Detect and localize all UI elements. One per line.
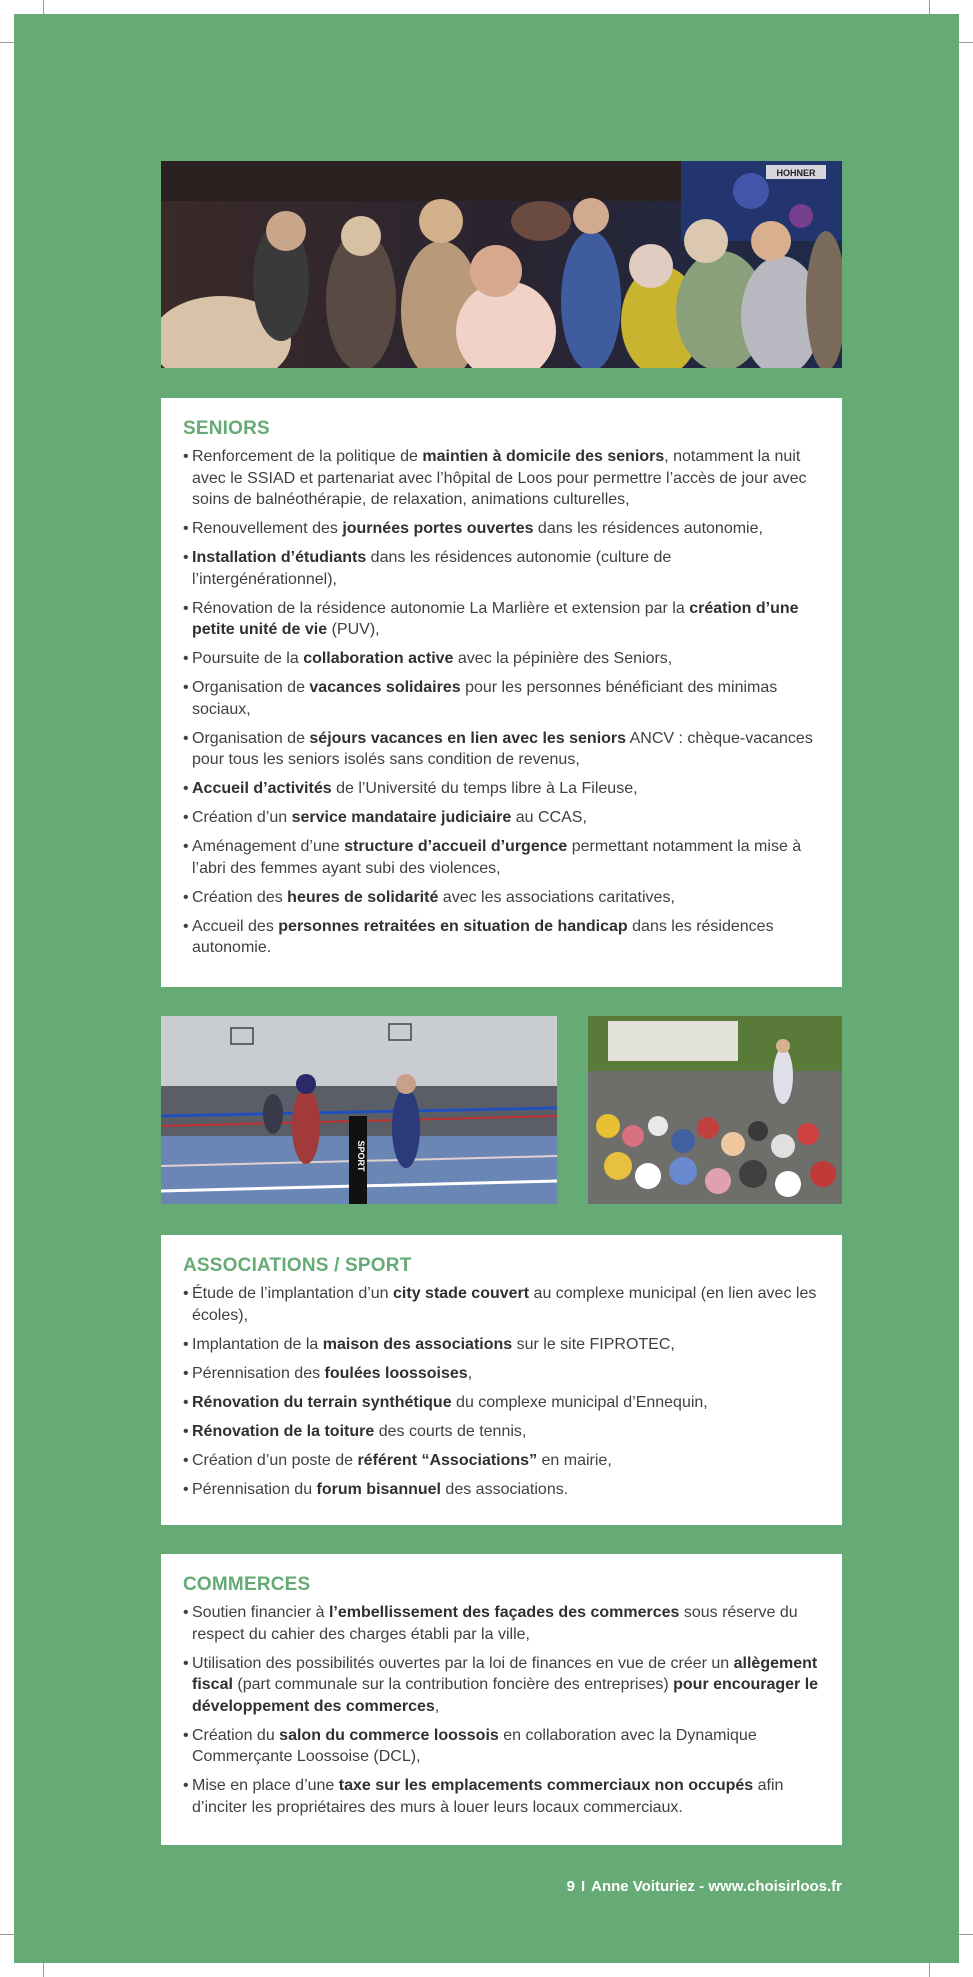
list-item: [183, 1363, 820, 1385]
item-text: en mairie,: [537, 1451, 612, 1469]
emphasis-text: Rénovation du terrain synthétique: [192, 1393, 452, 1411]
page-footer: [567, 1878, 842, 1895]
children-photo: [588, 1016, 842, 1204]
emphasis-text: journées portes ouvertes: [342, 520, 534, 537]
item-text: Utilisation des possibilités ouvertes par la loi de finances en vue de créer un: [192, 1654, 734, 1672]
associations-title: ASSOCIATIONS / SPORT: [183, 1255, 412, 1276]
associations-panel: [161, 1235, 842, 1525]
list-item: [183, 1775, 820, 1818]
item-text: Accueil des: [192, 917, 279, 935]
item-text: dans les résidences autonomie (culture de l’intergénérationnel),: [192, 549, 672, 588]
item-text: (part communale sur la contribution foncière des entreprises): [232, 1676, 674, 1693]
item-text: avec la pépinière des Seniors,: [453, 650, 673, 667]
item-text: de l’Université du temps libre à La Fileuse,: [331, 780, 638, 797]
list-item: [183, 1450, 820, 1472]
emphasis-text: création d’une petite unité de vie: [192, 599, 799, 638]
item-text: Étude de l’implantation d’un: [192, 1285, 394, 1302]
list-item: [183, 1479, 820, 1501]
footer-separator: I: [580, 1878, 586, 1895]
item-text: afin d’inciter les propriétaires des murs à louer leurs locaux commerciaux.: [192, 1777, 784, 1816]
emphasis-text: personnes retraitées en situation de handicap: [278, 917, 628, 935]
item-text: dans les résidences autonomie,: [533, 520, 763, 537]
list-item: [183, 1653, 820, 1718]
item-text: Création d’un poste de: [192, 1451, 358, 1469]
emphasis-text: heures de solidarité: [287, 888, 439, 906]
item-text: Rénovation de la résidence autonomie La Marlière et extension par la: [192, 599, 690, 617]
emphasis-text: allègement fiscal: [192, 1654, 818, 1693]
page-number: 9: [566, 1878, 575, 1895]
item-text: Renforcement de la politique de: [192, 448, 423, 465]
item-text: , notamment la nuit avec le SSIAD et partenariat avec l’hôpital de Loos pour permettre l’accès de jour avec soins de balnéothérapie, de relaxation, animations culturelles,: [192, 448, 807, 508]
item-text: Organisation de: [192, 729, 310, 747]
list-item: [183, 1602, 820, 1645]
list-item: [183, 728, 820, 771]
item-text: ,: [467, 1364, 473, 1382]
list-item: [183, 1421, 820, 1443]
list-item: [183, 778, 820, 800]
seniors-title: SENIORS: [183, 418, 270, 439]
item-text: Pérennisation des: [192, 1364, 325, 1382]
item-text: des courts de tennis,: [374, 1422, 527, 1440]
boxing-photo: [161, 1016, 557, 1204]
emphasis-text: maintien à domicile des seniors: [422, 448, 665, 465]
footer-author: Anne Voituriez -: [591, 1878, 709, 1895]
commerces-panel: [161, 1554, 842, 1845]
item-text: du complexe municipal d’Ennequin,: [451, 1393, 708, 1411]
emphasis-text: Accueil d’activités: [192, 780, 332, 797]
item-text: Organisation de: [192, 679, 310, 696]
item-text: sous réserve du respect du cahier des charges établi par la ville,: [192, 1604, 798, 1643]
sport-sign: SPORT: [356, 1140, 366, 1172]
list-item: [183, 1283, 820, 1326]
item-text: Pérennisation du: [192, 1480, 317, 1498]
item-text: (PUV),: [327, 621, 380, 638]
seniors-list: [183, 446, 820, 959]
hohner-sign: HOHNER: [776, 168, 816, 178]
emphasis-text: salon du commerce loossois: [279, 1726, 499, 1744]
emphasis-text: forum bisannuel: [316, 1480, 441, 1498]
emphasis-text: vacances solidaires: [309, 679, 461, 696]
footer-website-link[interactable]: www.choisirloos.fr: [708, 1878, 842, 1895]
item-text: au CCAS,: [511, 809, 587, 826]
emphasis-text: l’embellissement des façades des commerces: [328, 1604, 680, 1621]
list-item: [183, 677, 820, 720]
list-item: [183, 836, 820, 879]
item-text: Création du: [192, 1726, 280, 1744]
seniors-dance-photo: [161, 161, 842, 368]
item-text: sur le site FIPROTEC,: [512, 1335, 675, 1353]
emphasis-text: taxe sur les emplacements commerciaux non occupés: [338, 1777, 754, 1794]
associations-list: [183, 1283, 820, 1500]
item-text: Soutien financier à: [192, 1604, 329, 1621]
list-item: [183, 598, 820, 641]
item-text: pour les personnes bénéficiant des minimas sociaux,: [192, 679, 778, 718]
list-item: [183, 887, 820, 909]
list-item: [183, 1392, 820, 1414]
item-text: avec les associations caritatives,: [438, 888, 675, 906]
item-text: des associations.: [440, 1480, 569, 1498]
emphasis-text: service mandataire judiciaire: [291, 809, 512, 826]
emphasis-text: maison des associations: [322, 1335, 513, 1353]
commerces-list: [183, 1602, 820, 1818]
item-text: Implantation de la: [192, 1335, 323, 1353]
item-text: Poursuite de la: [192, 650, 304, 667]
item-text: ANCV : chèque-vacances pour tous les seniors isolés sans condition de revenus,: [192, 729, 813, 768]
item-text: Aménagement d’une: [192, 838, 345, 855]
item-text: en collaboration avec la Dynamique Commerçante Loossoise (DCL),: [192, 1726, 757, 1765]
emphasis-text: collaboration active: [303, 650, 454, 667]
list-item: [183, 648, 820, 670]
item-text: au complexe municipal (en lien avec les écoles),: [192, 1285, 817, 1324]
item-text: Renouvellement des: [192, 520, 343, 537]
seniors-panel: [161, 398, 842, 987]
item-text: permettant notamment la mise à l’abri des femmes ayant subi des violences,: [192, 838, 802, 877]
emphasis-text: foulées loossoises: [324, 1364, 468, 1382]
list-item: [183, 547, 820, 590]
list-item: [183, 518, 820, 540]
item-text: ,: [434, 1697, 440, 1715]
emphasis-text: Installation d’étudiants: [192, 549, 367, 566]
list-item: [183, 916, 820, 959]
list-item: [183, 1334, 820, 1356]
emphasis-text: structure d’accueil d’urgence: [344, 838, 568, 855]
commerces-title: COMMERCES: [183, 1574, 311, 1595]
list-item: [183, 1725, 820, 1768]
item-text: Création des: [192, 888, 288, 906]
item-text: dans les résidences autonomie.: [192, 917, 774, 956]
item-text: Création d’un: [192, 809, 292, 826]
emphasis-text: référent “Associations”: [357, 1451, 538, 1469]
item-text: Mise en place d’une: [192, 1777, 339, 1794]
emphasis-text: pour encourager le développement des commerces: [192, 1676, 819, 1715]
emphasis-text: séjours vacances en lien avec les seniors: [309, 729, 627, 747]
list-item: [183, 446, 820, 511]
emphasis-text: city stade couvert: [393, 1285, 530, 1302]
emphasis-text: Rénovation de la toiture: [192, 1422, 375, 1440]
list-item: [183, 807, 820, 829]
